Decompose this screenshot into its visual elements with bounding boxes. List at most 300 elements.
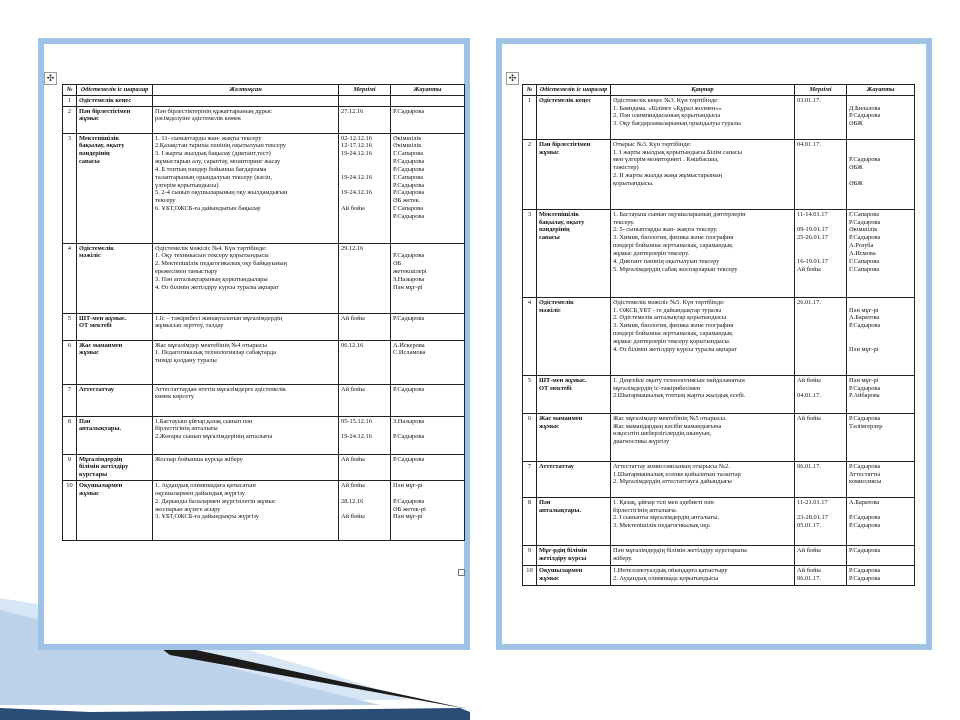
activity-cell	[77, 106, 153, 133]
row-number: 3	[63, 133, 77, 243]
activity-cell	[537, 95, 611, 139]
cell-line: 2. Әдістемелік апталықтар қорытындысы	[613, 314, 727, 322]
row-number: 8	[63, 416, 77, 454]
table-row	[63, 481, 465, 541]
cell-line: 1. 11- сыныптарды жан- жақты тексеру	[155, 134, 262, 142]
cell-line: Ай бойы	[797, 265, 821, 273]
cell-line: Р.Садырова	[393, 189, 425, 197]
cell-line: А.Розуба	[849, 242, 874, 250]
cell-line: 05.01.17.	[797, 522, 821, 530]
cell-line: 11-14.01.17	[797, 210, 828, 218]
table-row	[523, 497, 915, 545]
cell-line: курстары	[79, 471, 108, 479]
cell-line: ӘБ жетек-рі	[393, 505, 426, 513]
header-content: Желтоқсан	[153, 85, 339, 96]
cell-line: 3. Химия, биология, физика және география	[613, 234, 734, 242]
cell-line: оқушылармен дайындық жүргізу	[155, 489, 245, 497]
cell-line: Р.Садырова	[849, 234, 881, 242]
cell-line: Р.Садырова	[393, 165, 425, 173]
cell-line	[849, 330, 912, 338]
cell-line: тексеру.	[613, 218, 635, 226]
cell-line: Пән мұғ-рі	[393, 482, 423, 490]
activity-cell	[537, 297, 611, 375]
cell-line: Г.Сапарова	[849, 210, 880, 218]
cell-line: 1.Бастауыш ұйғыр,қазақ сынып пән	[155, 417, 253, 425]
cell-line: Пән мұғ-рі	[849, 345, 879, 353]
cell-line	[849, 172, 912, 180]
cell-line: комиссиясы	[849, 478, 882, 486]
table-header-row	[523, 85, 915, 96]
table-resize-handle[interactable]	[458, 569, 465, 576]
cell-line: 26.01.17.	[797, 298, 821, 306]
cell-line: Ай бойы	[797, 566, 821, 574]
cell-line: жұмыс	[79, 349, 100, 357]
content-cell	[611, 565, 795, 585]
cell-line: 3. Мектепішілік педагогикалық оқу.	[613, 522, 711, 530]
row-number: 3	[523, 209, 537, 297]
responsible-cell	[847, 545, 915, 565]
responsible-cell	[391, 416, 465, 454]
cell-line: ӘБ жетек.	[393, 197, 421, 205]
activity-cell	[537, 461, 611, 497]
cell-line: Р.Айбарова	[849, 392, 880, 400]
cell-line: Р.Садырова	[849, 384, 881, 392]
header-responsible: Жауапты	[391, 85, 465, 96]
cell-line: Р.Садырова	[849, 322, 881, 330]
activity-cell	[77, 416, 153, 454]
row-number: 6	[63, 340, 77, 384]
cell-line: Р.Садырова	[849, 514, 881, 522]
cell-line: 4. Өз білімін жетілдіру курсы туралы ақпарат	[613, 345, 737, 353]
cell-line: қорытындысы.	[613, 179, 654, 187]
document-sheet-left	[44, 44, 464, 644]
cell-line	[849, 149, 912, 157]
cell-line: Әдістемелік кеңес	[539, 96, 592, 104]
table-row	[523, 297, 915, 375]
term-cell	[339, 106, 391, 133]
cell-line: 27.12.16	[341, 107, 364, 115]
move-icon[interactable]: ✣	[44, 72, 57, 85]
term-cell	[795, 461, 847, 497]
document-page-right	[496, 38, 932, 650]
activity-cell	[77, 481, 153, 541]
cell-line: Р.Садырова	[849, 546, 881, 554]
header-term: Мерзімі	[795, 85, 847, 96]
cell-line	[797, 507, 844, 515]
cell-line: жетілдіру курсы	[539, 554, 587, 562]
cell-line: талаптарының орындалуын тексеру (кәсіп,	[155, 173, 272, 181]
responsible-cell	[847, 497, 915, 545]
cell-line: диагностика жүргізу	[613, 438, 670, 446]
cell-line: З.Назырова	[393, 275, 425, 283]
row-number: 1	[63, 95, 77, 106]
cell-line: жоспарын жүзеге асыру	[155, 505, 221, 513]
term-cell	[339, 133, 391, 243]
cell-line: жұмыс	[539, 148, 560, 156]
cell-line: Ай бойы	[341, 385, 365, 393]
table-row	[523, 95, 915, 139]
wedge-dark-shape-2	[0, 708, 470, 720]
cell-line: 5. 2-4 сынып оқушыларының оқу жылдамдығын	[155, 189, 288, 197]
cell-line: 28.12.16	[341, 497, 364, 505]
cell-line: Р.Садырова	[393, 252, 425, 260]
cell-line: Пән мұғалімдердің білімін жетілдіру курстарына	[613, 546, 747, 554]
cell-line: 02-12.12.16	[341, 134, 372, 142]
cell-line: Отырыс №3. Күн тәртібінде:	[613, 140, 692, 148]
responsible-cell	[391, 481, 465, 541]
cell-line: бақылау, оқыту	[539, 218, 585, 226]
content-cell	[611, 139, 795, 209]
table-row	[63, 243, 465, 313]
cell-line: Тәлімгерлер	[849, 422, 883, 430]
move-icon[interactable]: ✣	[506, 72, 519, 85]
cell-line: Жоспар бойынша курсқа жіберу	[155, 455, 243, 463]
content-cell	[153, 384, 339, 416]
cell-line: А.Баратова	[849, 314, 880, 322]
cell-line: Жас маманмен	[79, 341, 123, 349]
term-cell	[795, 139, 847, 209]
cell-line: ӘБ	[393, 260, 402, 268]
plan-table-january	[522, 84, 915, 586]
header-content: Қаңтар	[611, 85, 795, 96]
cell-line: Пән	[539, 498, 551, 506]
cell-line	[797, 242, 844, 250]
cell-line: Р.Садырова	[393, 455, 425, 463]
term-cell	[339, 243, 391, 313]
cell-line: 23-28.01.17	[797, 514, 828, 522]
cell-line	[393, 490, 462, 498]
cell-line: А.Искерова	[393, 341, 425, 349]
cell-line	[797, 385, 844, 393]
cell-line: Р.Садырова	[393, 497, 425, 505]
cell-line: Р.Садырова	[393, 385, 425, 393]
cell-line: Әкімшілік	[393, 142, 422, 150]
cell-line: Аттестаттау	[79, 385, 114, 393]
term-cell	[339, 384, 391, 416]
row-number: 7	[523, 461, 537, 497]
cell-line: 1. Деңгейлі оқыту технологиясын пайдаланатын	[613, 376, 745, 384]
cell-line: Әдістемелік мәжіліс №4. Күн тәртібінде:	[155, 244, 267, 252]
cell-line: 2. Аудандық олимпиада қорытындысы	[613, 574, 719, 582]
cell-line: Мектепішілік	[539, 210, 580, 218]
term-cell	[795, 497, 847, 545]
cell-line: Г.Сапарова	[393, 150, 424, 158]
cell-line: өзқосотіп шеберлігілердің шынуын,	[613, 430, 712, 438]
cell-line: Ай бойы	[341, 204, 365, 212]
cell-line: 1.Интеллектуалдық ойындарға қатыстыру	[613, 566, 728, 574]
responsible-cell	[391, 243, 465, 313]
cell-line: Мұғ-рдің білімін	[539, 546, 588, 554]
cell-line: Жас мұғалімдер мектебінің №5 отырысы.	[613, 414, 727, 422]
cell-line: 2. Пән олимпиадасының қорытындысы	[613, 112, 721, 120]
row-number: 7	[63, 384, 77, 416]
cell-line: 1. Педагогикалық технологиялар сабақтарда	[155, 349, 276, 357]
cell-line	[341, 158, 388, 166]
table-header-row	[63, 85, 465, 96]
cell-line: 2. Мектепішілік педагогикалық оқу байқауының	[155, 260, 287, 268]
cell-line	[849, 507, 912, 515]
cell-line: үлгерім қорытындысы)	[155, 181, 219, 189]
table-row	[63, 95, 465, 106]
row-number: 5	[63, 313, 77, 340]
cell-line: Пән бірлестігімен	[539, 140, 591, 148]
cell-line: Пән	[79, 417, 91, 425]
term-cell	[339, 313, 391, 340]
cell-line: жұмыс	[79, 489, 100, 497]
cell-line: жұмыс	[79, 115, 100, 123]
content-cell	[153, 133, 339, 243]
activity-cell	[77, 313, 153, 340]
cell-line	[393, 425, 462, 433]
content-cell	[153, 106, 339, 133]
cell-line: бірлестігінің апталығы	[155, 425, 218, 433]
row-number: 2	[63, 106, 77, 133]
cell-line: ӘБЖ	[849, 179, 863, 187]
cell-line: 3. І жарты жылдық бақылау (диктант,тест)	[155, 150, 271, 158]
cell-line: 04.01.17.	[797, 140, 821, 148]
table-row	[63, 454, 465, 480]
cell-line: Аттестаттау комиссиясының отырысы №2.	[613, 462, 730, 470]
cell-line: Оқушылармен	[539, 566, 583, 574]
cell-line: Пән мұғ-рі	[393, 513, 423, 521]
cell-line: жұмыс дәптерлерін тексеру.	[613, 249, 690, 257]
cell-line: ережесімен таныстыру	[155, 268, 218, 276]
content-cell	[153, 243, 339, 313]
table-row	[63, 384, 465, 416]
cell-line	[341, 490, 388, 498]
cell-line: 4. Диктант пәнінің оқытылуын тексеру	[613, 257, 720, 265]
cell-line: Аттестатты	[849, 470, 881, 478]
table-row	[63, 133, 465, 243]
cell-line: Г.Сапарова	[393, 173, 424, 181]
responsible-cell	[391, 384, 465, 416]
cell-line: 1.Іс – тәжірибесі жинақталатын мұғалімдердің	[155, 314, 283, 322]
cell-line: бірлестігінің апталығы.	[613, 506, 678, 514]
term-cell	[795, 545, 847, 565]
cell-line: Р.Садырова	[393, 158, 425, 166]
cell-line: тексеру	[155, 197, 176, 205]
cell-line: 29.12.16	[341, 244, 364, 252]
activity-cell	[77, 133, 153, 243]
cell-line: Әдістемелік	[79, 244, 114, 252]
term-cell	[795, 297, 847, 375]
row-number: 9	[63, 454, 77, 480]
cell-line: 2.Қазақстан тарихы пәнінің оқытылуын тексеру	[155, 142, 287, 150]
row-number: 5	[523, 375, 537, 413]
content-cell	[153, 313, 339, 340]
cell-line: жұмыс дәптерлерін тексеру қорытындысы.	[613, 337, 731, 345]
activity-cell	[537, 209, 611, 297]
document-page-left	[38, 38, 470, 650]
cell-line: апталықтары.	[539, 506, 582, 514]
responsible-cell	[847, 375, 915, 413]
cell-line: жұмыс	[539, 574, 560, 582]
cell-line: көмек көрсету	[155, 393, 195, 401]
cell-line: 2. 5- сыныптарды жан- жақты тексеру.	[613, 226, 718, 234]
cell-line: Г.Сапарова	[393, 204, 424, 212]
cell-line: апталықтары.	[79, 425, 122, 433]
cell-line: ОТ мектебі	[539, 384, 572, 392]
content-cell	[611, 209, 795, 297]
responsible-cell	[391, 133, 465, 243]
content-cell	[611, 95, 795, 139]
cell-line: Р.Садырова	[849, 522, 881, 530]
cell-line: Оқушылармен	[79, 482, 123, 490]
cell-line: 11-21.01.17	[797, 498, 828, 506]
term-cell	[339, 95, 391, 106]
row-number: 4	[523, 297, 537, 375]
cell-line: Р.Садырова	[393, 433, 425, 441]
cell-line: Р.Садырова	[849, 156, 881, 164]
content-cell	[611, 413, 795, 461]
content-cell	[153, 481, 339, 541]
cell-line: Жас мамандардың кәсіби мамандығына	[613, 422, 722, 430]
cell-line	[849, 97, 912, 105]
cell-line: Жас мұғалімдер мектебінің №4 отырысы	[155, 341, 267, 349]
cell-line: Г.Сапарова	[849, 257, 880, 265]
cell-line: Пән мұғ-рі	[393, 283, 423, 291]
cell-line: 1. Оқу техникасын тексеру қорытындысы	[155, 252, 269, 260]
cell-line: Р.Садырова	[849, 112, 881, 120]
cell-line: 2.Шығармашылық топтың жарты жылдық есебі.	[613, 392, 746, 400]
cell-line: Аттестаттау	[539, 462, 574, 470]
cell-line	[849, 338, 912, 346]
header-number: №	[63, 85, 77, 96]
cell-line: 09-19.01.17	[797, 226, 828, 234]
cell-line: 06.01.17.	[797, 574, 821, 582]
cell-line: Әдістемелік	[539, 298, 574, 306]
cell-line	[849, 141, 912, 149]
responsible-cell	[847, 461, 915, 497]
responsible-cell	[847, 297, 915, 375]
cell-line: Р.Садырова	[849, 414, 881, 422]
cell-line: Г.Сапарова	[849, 265, 880, 273]
table-row	[523, 461, 915, 497]
cell-line: 1. Қазақ, ұйғыр тілі мен әдебиеті пән	[613, 498, 714, 506]
cell-line: Ай бойы	[797, 414, 821, 422]
responsible-cell	[391, 106, 465, 133]
table-row	[63, 313, 465, 340]
cell-line: 19-24.12.16	[341, 189, 372, 197]
cell-line: А.Баратова	[849, 498, 880, 506]
cell-line: 1. Баяндама. «Білімге «Құрал жолмен»»	[613, 104, 722, 112]
cell-line	[341, 197, 388, 205]
row-number: 4	[63, 243, 77, 313]
cell-line: Мұғалімдердің	[79, 455, 123, 463]
cell-line: ШТ-мен жұмыс.	[539, 376, 587, 384]
cell-line: Әдістемелік кеңес	[79, 96, 132, 104]
cell-line: сапасы	[539, 234, 560, 242]
activity-cell	[77, 340, 153, 384]
activity-cell	[537, 139, 611, 209]
cell-line: Мектепішілік	[79, 134, 120, 142]
header-activity: Әдістемелік іс шаралар	[77, 85, 153, 96]
cell-line: Әкімшілік	[393, 134, 422, 142]
cell-line: Р.Садырова	[849, 462, 881, 470]
table-row	[523, 139, 915, 209]
row-number: 10	[523, 565, 537, 585]
responsible-cell	[391, 340, 465, 384]
content-cell	[611, 461, 795, 497]
row-number: 6	[523, 413, 537, 461]
term-cell	[795, 565, 847, 585]
cell-line: мұғалімдердің іс-тәжірибесімен	[613, 384, 701, 392]
cell-line: 05-15.12.16	[341, 417, 372, 425]
term-cell	[795, 209, 847, 297]
row-number: 8	[523, 497, 537, 545]
cell-line: ӘБЖ	[849, 164, 863, 172]
cell-line: Пән бірлестіктерінің құжаттарының дұрыс	[155, 107, 272, 115]
activity-cell	[537, 545, 611, 565]
cell-line: сапасы	[79, 158, 100, 166]
activity-cell	[537, 565, 611, 585]
table-row	[523, 375, 915, 413]
cell-line	[341, 182, 388, 190]
cell-line: А.Исмова	[849, 249, 876, 257]
table-row	[523, 565, 915, 585]
cell-line: 2. І сыныпты мұғалімдердің апталығы.	[613, 514, 720, 522]
responsible-cell	[391, 95, 465, 106]
cell-line: 06.01.17.	[797, 462, 821, 470]
cell-line: Ай бойы	[797, 546, 821, 554]
term-cell	[339, 454, 391, 480]
cell-line: Р.Садырова	[849, 574, 881, 582]
activity-cell	[77, 454, 153, 480]
cell-line: рәсімделуіне әдістемелік көмек	[155, 115, 241, 123]
cell-line: Ай бойы	[341, 482, 365, 490]
activity-cell	[537, 497, 611, 545]
cell-line: 2. ІІ жарты жылда жаңа жұмыстарының	[613, 172, 723, 180]
row-number: 10	[63, 481, 77, 541]
term-cell	[339, 481, 391, 541]
cell-line: 03.01.17.	[797, 96, 821, 104]
cell-line: жұмысын зерттеу, талдау	[155, 322, 224, 330]
content-cell	[153, 340, 339, 384]
row-number: 9	[523, 545, 537, 565]
table-row	[523, 545, 915, 565]
table-row	[523, 209, 915, 297]
cell-line: 25-26.01.17	[797, 234, 828, 242]
responsible-cell	[847, 139, 915, 209]
cell-line: Әдістемелік кеңес №3. Күн тәртібінде:	[613, 96, 719, 104]
cell-line: Ай бойы	[341, 513, 365, 521]
cell-line: Жас маманмен	[539, 414, 583, 422]
cell-line: 06.12.16	[341, 341, 364, 349]
cell-line: 1. І жарты жылдық қорытындысы.Білім сапасы	[613, 148, 742, 156]
activity-cell	[77, 384, 153, 416]
cell-line: 3. ҰБТ,ОЖСБ-ға дайындықты жүргізу	[155, 513, 259, 521]
cell-line: Пән мұғ-рі	[849, 376, 879, 384]
cell-line: 2.Жоғары сынып мұғалімдерінің апталығы	[155, 433, 273, 441]
cell-line: мәжіліс	[539, 306, 561, 314]
cell-line: 4. Б топтың пәндер бойынша бағдарлама	[155, 165, 267, 173]
cell-line: пәндері бойынша зертханалық, сарамандық	[613, 330, 733, 338]
cell-line: 2. Дарынды балалармен жүргізілетін жұмыс	[155, 497, 276, 505]
term-cell	[795, 375, 847, 413]
cell-line: 3. Химия, биология, физика және география	[613, 322, 734, 330]
header-responsible: Жауапты	[847, 85, 915, 96]
responsible-cell	[847, 209, 915, 297]
cell-line: Р.Садырова	[393, 107, 425, 115]
cell-line: Р.Садырова	[849, 566, 881, 574]
cell-line: 16-19.01.17	[797, 257, 828, 265]
cell-line: ШТ-мен жұмыс.	[79, 314, 127, 322]
term-cell	[339, 340, 391, 384]
row-number: 1	[523, 95, 537, 139]
cell-line	[341, 425, 388, 433]
term-cell	[795, 95, 847, 139]
activity-cell	[537, 413, 611, 461]
